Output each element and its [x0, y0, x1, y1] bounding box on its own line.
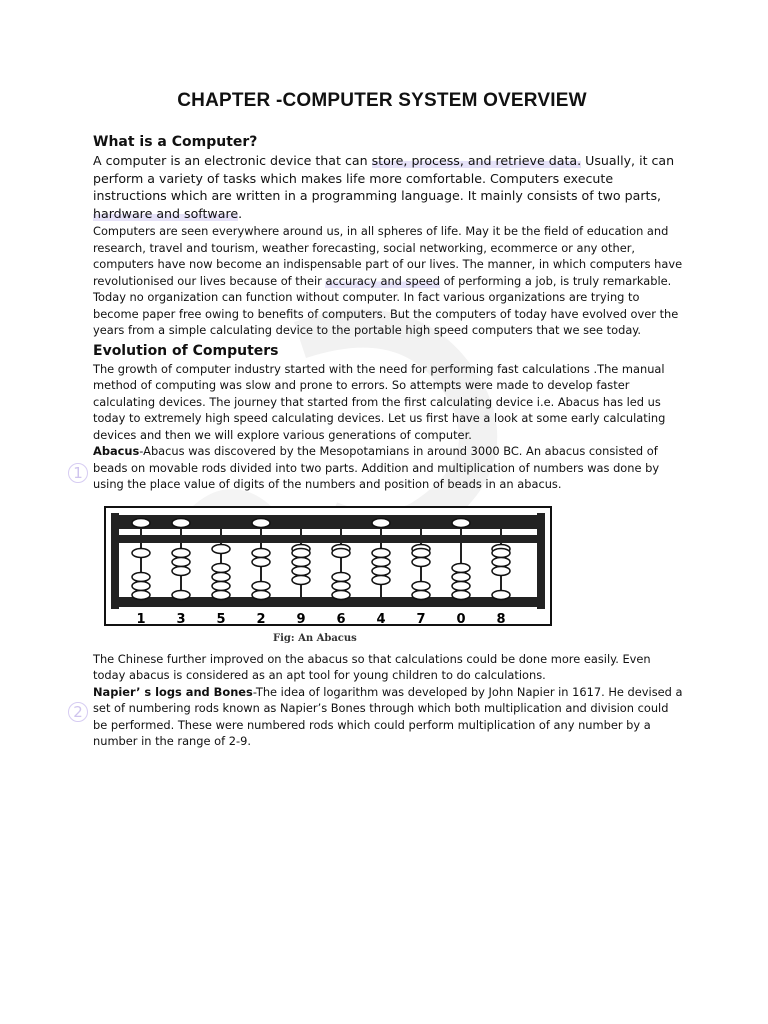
abacus-digit-label: 7	[416, 611, 426, 627]
abacus-bead	[412, 581, 430, 590]
abacus-bead	[452, 590, 470, 599]
abacus-bead	[252, 518, 270, 527]
abacus-bead	[372, 566, 390, 575]
abacus-bead	[332, 581, 350, 590]
abacus-bead	[172, 566, 190, 575]
abacus-bead	[332, 590, 350, 599]
abacus-text: -Abacus was discovered by the Mesopotamians in around 3000 BC. An abacus consisted of beads on movable rods divided into two parts. Addition and multiplication of numbers was done by using the place value of digits of the numbers and position of beads in an abacus.	[93, 444, 660, 491]
abacus-bead	[412, 557, 430, 566]
abacus-bead	[132, 518, 150, 527]
napier-paragraph	[93, 684, 683, 750]
abacus-bead	[212, 590, 230, 599]
abacus-bead	[292, 575, 310, 584]
abacus-bead	[372, 548, 390, 557]
abacus-digit-label: 5	[216, 611, 226, 627]
abacus-bead	[372, 575, 390, 584]
abacus-bead	[252, 590, 270, 599]
abacus-bead	[172, 518, 190, 527]
abacus-bead	[132, 590, 150, 599]
abacus-digit-label: 9	[296, 611, 306, 627]
body-text-2: of performing a job, is truly remarkable. Today no organization can function without computer. In fact various organizations are trying to become paper free owing to benefits of computers. But the computers of today have evolved over the years from a simple calculating device to the portable high speed computers that we see today.	[93, 273, 679, 337]
abacus-digit-label: 1	[136, 611, 146, 627]
abacus-digit-label: 6	[336, 611, 346, 627]
intro-text-3: .	[238, 205, 243, 221]
abacus-bead	[292, 548, 310, 557]
abacus-bead	[492, 590, 510, 599]
abacus-bead	[132, 572, 150, 581]
abacus-bead	[212, 572, 230, 581]
abacus-bead	[292, 566, 310, 575]
abacus-digit-label: 4	[376, 611, 386, 627]
chinese-abacus-paragraph: The Chinese further improved on the abacus so that calculations could be done more easily. Even today abacus is considered as an apt tool for young children to do calculations.	[93, 651, 651, 682]
abacus-bead	[172, 590, 190, 599]
page-title: CHAPTER -COMPUTER SYSTEM OVERVIEW	[177, 90, 587, 111]
abacus-bead	[452, 518, 470, 527]
abacus-bead	[132, 548, 150, 557]
intro-text-2: Usually, it can perform a variety of tasks which makes life more comfortable. Computers execute instructions which are written in a programming language. It mainly consists of two parts,	[93, 153, 675, 203]
abacus-bead	[212, 581, 230, 590]
abacus-bead	[372, 518, 390, 527]
abacus-bead	[492, 548, 510, 557]
napier-term: Napier’ s logs and Bones	[93, 684, 253, 699]
intro-highlight-2: hardware and software	[93, 205, 239, 221]
evolution-paragraph: The growth of computer industry started with the need for performing fast calculations .The manual method of computing was slow and prone to errors. So attempts were made to develop faster calculating devices. The journey that started from the first calculating device i.e. Abacus has led us today to extremely high speed calculating devices. Let us first have a look at some early calculating devices and then we will explore various generations of computer.	[93, 361, 666, 442]
abacus-bead	[332, 548, 350, 557]
abacus-bead	[492, 557, 510, 566]
document-page	[93, 90, 683, 750]
abacus-digit-label: 2	[256, 611, 266, 627]
abacus-bead	[172, 548, 190, 557]
abacus-paragraph	[93, 443, 683, 493]
figure-caption: Fig: An Abacus	[273, 632, 357, 644]
abacus-bead	[252, 557, 270, 566]
intro-text-1: A computer is an electronic device that can	[93, 153, 372, 168]
margin-mark-1: 1	[68, 463, 88, 483]
abacus-bead	[412, 548, 430, 557]
abacus-bead	[252, 581, 270, 590]
abacus-bead	[452, 572, 470, 581]
abacus-digit-label: 0	[456, 611, 466, 627]
abacus-bead	[172, 557, 190, 566]
abacus-bead	[212, 544, 230, 553]
abacus-bead	[252, 548, 270, 557]
abacus-figure	[103, 505, 553, 645]
heading-what-is-computer: What is a Computer?	[93, 134, 258, 150]
body-highlight: accuracy and speed	[325, 273, 440, 288]
abacus-bead	[332, 572, 350, 581]
intro-highlight-1: store, process, and retrieve data.	[371, 153, 582, 168]
abacus-term: Abacus	[93, 444, 140, 458]
abacus-digit-label: 3	[176, 611, 186, 627]
heading-evolution: Evolution of Computers	[93, 342, 279, 359]
abacus-bead	[452, 563, 470, 572]
abacus-bead	[492, 566, 510, 575]
abacus-bead	[212, 563, 230, 572]
abacus-image	[103, 505, 553, 630]
napier-text: -The idea of logarithm was developed by John Napier in 1617. He devised a set of numbering rods known as Napier’s Bones through which both multiplication and division could be performed. These were numbered rods which could perform multiplication of any number by a number in the range of 2-9.	[93, 684, 683, 748]
abacus-bead	[372, 557, 390, 566]
margin-mark-2: 2	[68, 702, 88, 722]
computers-everywhere-paragraph	[93, 223, 683, 339]
abacus-bead	[412, 590, 430, 599]
abacus-bead	[132, 581, 150, 590]
intro-paragraph	[93, 152, 683, 222]
body-text-1: Computers are seen everywhere around us, in all spheres of life. May it be the field of education and research, travel and tourism, weather forecasting, social networking, ecommerce or any other, computers have now become an indispensable part of our lives. The manner, in which computers have revolutionised our lives because of their	[93, 224, 683, 288]
abacus-bead	[452, 581, 470, 590]
abacus-bead	[292, 557, 310, 566]
abacus-digit-label: 8	[496, 611, 506, 627]
